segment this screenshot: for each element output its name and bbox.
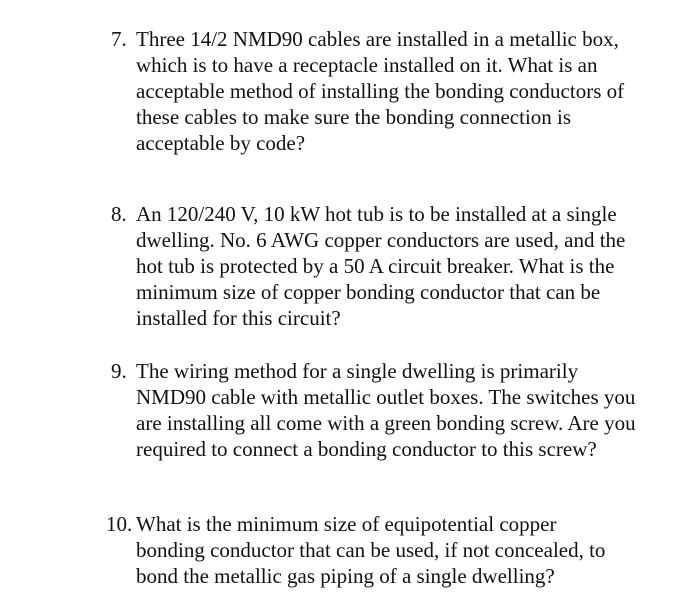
question-text-line: bond the metallic gas piping of a single dwelling?: [136, 564, 555, 588]
question-text-line: bonding conductor that can be used, if not concealed, to: [136, 538, 606, 562]
question-text-line: Three 14/2 NMD90 cables are installed in a metallic box,: [136, 27, 619, 51]
question-text-line: which is to have a receptacle installed on it. What is an: [136, 53, 598, 77]
question-text-line: What is the minimum size of equipotential copper: [136, 512, 557, 536]
question-text-line: minimum size of copper bonding conductor that can be: [136, 280, 601, 304]
question-text-line: are installing all come with a green bonding screw. Are you: [136, 411, 636, 435]
question-text-line: these cables to make sure the bonding connection is: [136, 105, 572, 129]
question-text-line: An 120/240 V, 10 kW hot tub is to be installed at a single: [136, 202, 617, 226]
question-text-line: required to connect a bonding conductor to this screw?: [136, 437, 597, 461]
question-text-line: acceptable method of installing the bonding conductors of: [136, 79, 625, 103]
question-text-line: acceptable by code?: [136, 131, 306, 155]
question-text-line: hot tub is protected by a 50 A circuit breaker. What is the: [136, 254, 615, 278]
question-text-line: The wiring method for a single dwelling is primarily: [136, 359, 579, 383]
question-text-line: dwelling. No. 6 AWG copper conductors are used, and the: [136, 228, 626, 252]
question-number: 8.: [111, 202, 127, 226]
question-number: 10.: [106, 512, 133, 536]
question-text-line: installed for this circuit?: [136, 306, 341, 330]
question-text-line: NMD90 cable with metallic outlet boxes. The switches you: [136, 385, 636, 409]
question-number: 9.: [111, 359, 127, 383]
question-number: 7.: [111, 27, 127, 51]
